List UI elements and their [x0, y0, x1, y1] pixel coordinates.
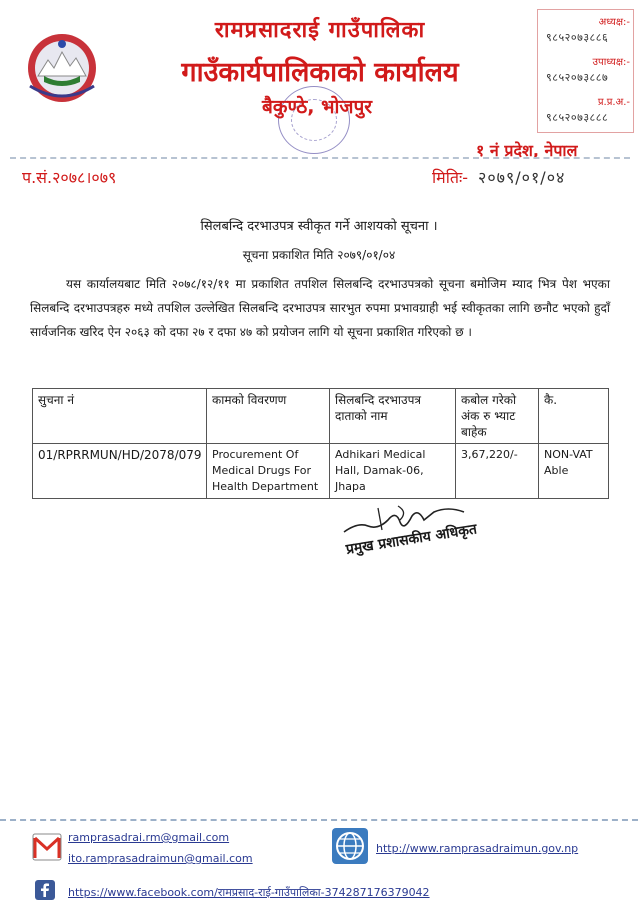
province-label: १ नं प्रदेश, नेपाल — [476, 141, 578, 160]
cell-notice-no: 01/RPRRMUN/HD/2078/079 — [33, 444, 207, 499]
header-notice-no: सुचना नं — [33, 389, 207, 444]
header-remarks: कै. — [539, 389, 609, 444]
contact-phone-vice-chairperson: ९८५२०७३८८७ — [546, 71, 609, 84]
contact-label-cao: प्र.प्र.अ.- — [597, 97, 630, 108]
nepal-emblem-icon — [24, 30, 100, 104]
published-date: सूचना प्रकाशित मिति २०७९/०१/०४ — [242, 248, 396, 262]
table-row — [33, 444, 609, 499]
signatory-title: प्रमुख प्रशासकीय अधिकृत — [344, 521, 478, 558]
cell-remarks: NON-VAT Able — [539, 444, 609, 499]
contact-label-vice-chairperson: उपाध्यक्ष:- — [592, 57, 630, 68]
bid-table — [32, 388, 609, 499]
header-work-description: कामको विवरणण — [207, 389, 330, 444]
reference-number: प.सं.२०७८।०७९ — [22, 168, 117, 187]
email-secondary-link[interactable]: ito.ramprasadraimun@gmail.com — [68, 852, 253, 865]
date-label: मितिः- — [432, 168, 468, 187]
date-value: २०७९/०१/०४ — [478, 168, 566, 187]
facebook-icon — [35, 880, 55, 900]
header-bidder-name: सिलबन्दि दरभाउपत्र दाताको नाम — [330, 389, 456, 444]
footer-divider — [0, 819, 638, 821]
office-location: बैकुण्ठे, भोजपुर — [262, 96, 373, 118]
contact-box — [537, 9, 634, 133]
facebook-link[interactable]: https://www.facebook.com/रामप्रसाद-राई-गाउँपालिका-374287176379042 — [68, 886, 430, 899]
cell-bidder-name: Adhikari Medical Hall, Damak-06, Jhapa — [330, 444, 456, 499]
email-primary-link[interactable]: ramprasadrai.rm@gmail.com — [68, 831, 230, 844]
website-link[interactable]: http://www.ramprasadraimun.gov.np — [376, 842, 579, 855]
header-divider — [10, 157, 630, 159]
cell-work-description: Procurement Of Medical Drugs For Health Department — [207, 444, 330, 499]
notice-body: यस कार्यालयबाट मिति २०७८/१२/११ मा प्रकाशित तपशिल सिलबन्दि दरभाउपत्रको सूचना बमोजिम म्याद भित्र पेश भएका सिलबन्दि दरभाउपत्रहरु मध्ये तपशिल उल्लेखित सिलबन्दि दरभाउपत्र सारभुत रुपमा प्रभावग्राही भई स्वीकृतका लागि छनौट भएको हुदाँ सार्वजनिक खरिद ऐन २०६३ को दफा २७ र दफा ४७ को प्रयोजन लागि यो सूचना प्रकाशित गरिएको छ । — [30, 277, 610, 339]
contact-label-chairperson: अध्यक्ष:- — [598, 17, 630, 28]
gmail-icon — [32, 830, 62, 864]
contact-phone-chairperson: ९८५२०७३८८६ — [546, 31, 609, 44]
contact-phone-cao: ९८५२०७३८८८ — [546, 111, 609, 124]
globe-icon — [332, 828, 368, 864]
municipality-name: रामप्रसादराई गाउँपालिका — [214, 18, 426, 43]
notice-subject: सिलबन्दि दरभाउपत्र स्वीकृत गर्ने आशयको सूचना । — [200, 219, 438, 234]
office-name: गाउँकार्यपालिकाको कार्यालय — [181, 57, 459, 88]
header-bid-amount: कबोल गरेको अंक रु भ्याट बाहेक — [456, 389, 539, 444]
table-header-row — [33, 389, 609, 444]
cell-bid-amount: 3,67,220/- — [456, 444, 539, 499]
